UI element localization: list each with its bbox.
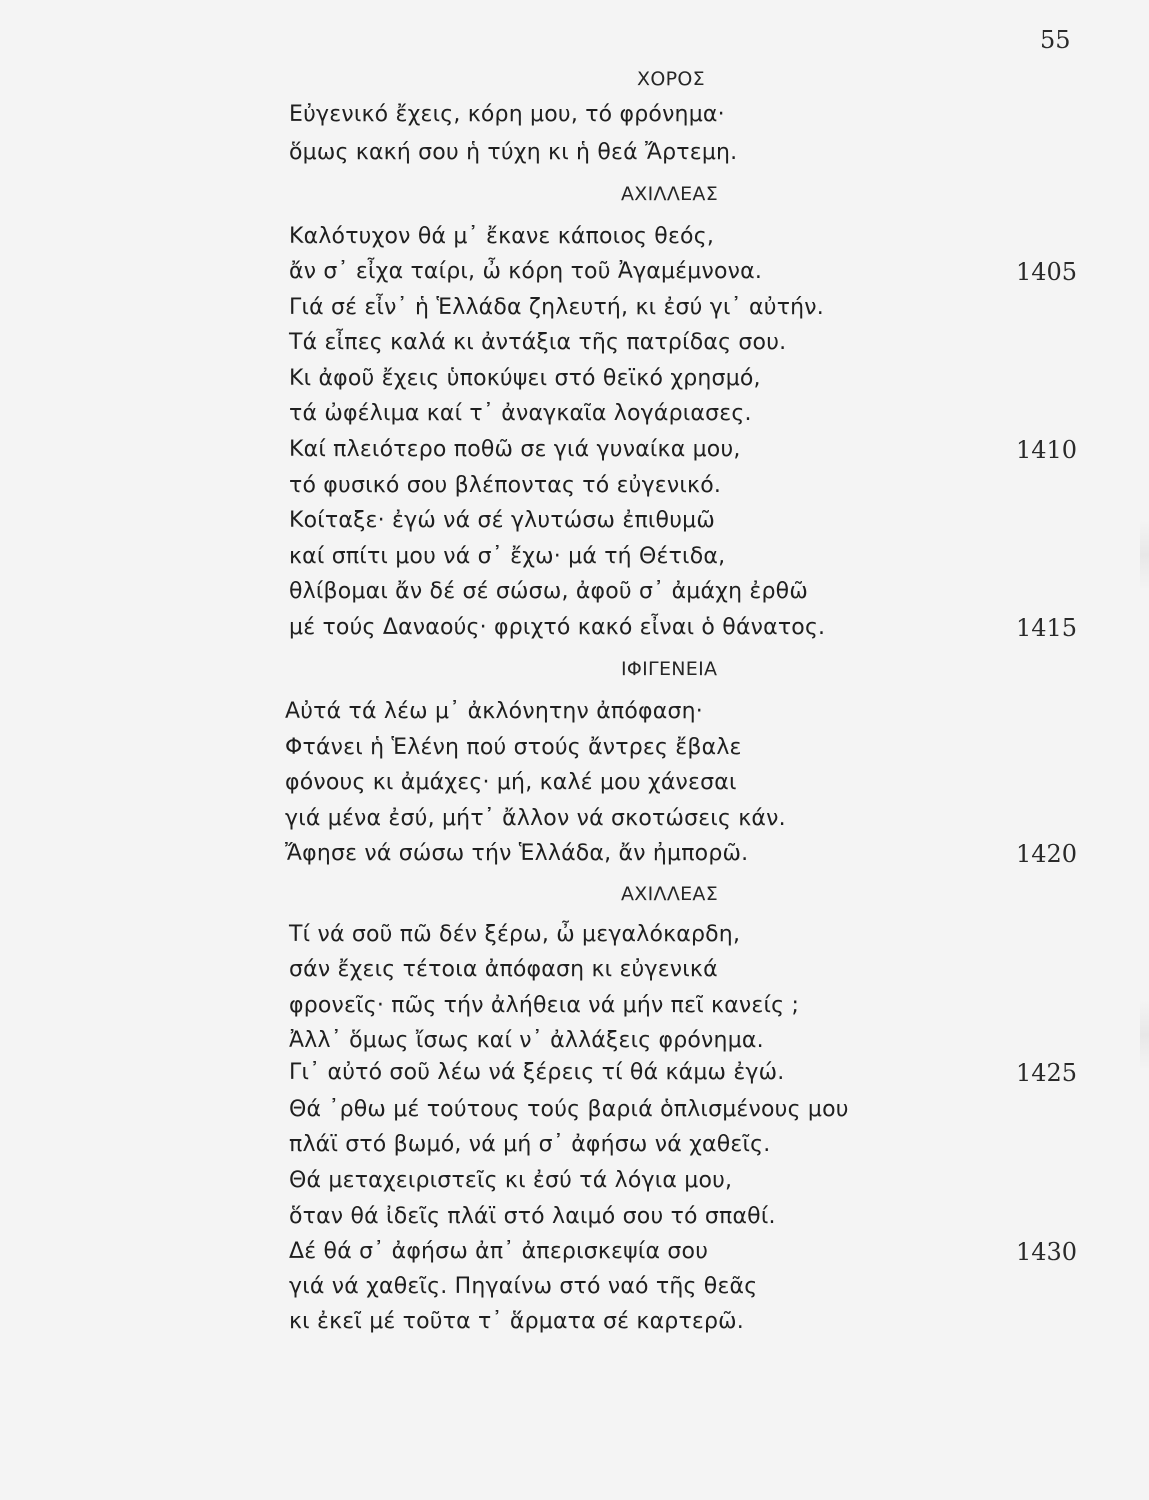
line-number: 1425: [1016, 1059, 1078, 1087]
verse-line: Δέ θά σ᾽ ἀφήσω ἀπ᾽ ἀπερισκεψία σου: [289, 1239, 709, 1264]
verse-line: ἄν σ᾽ εἶχα ταίρι, ὦ κόρη τοῦ Ἀγαμέμνονα.: [289, 259, 763, 284]
page-number: 55: [1040, 26, 1071, 54]
verse-line: Θά ᾽ρθω μέ τούτους τούς βαριά ὁπλισμένους μου: [289, 1097, 849, 1122]
verse-line: Καί πλειότερο ποθῶ σε γιά γυναίκα μου,: [289, 437, 741, 462]
line-number: 1410: [1016, 436, 1078, 464]
verse-line: τό φυσικό σου βλέποντας τό εὐγενικό.: [289, 473, 722, 498]
speaker-heading-iphigenia: ΙΦΙΓΕΝΕΙΑ: [621, 658, 718, 680]
verse-line: Τί νά σοῦ πῶ δέν ξέρω, ὦ μεγαλόκαρδη,: [289, 922, 741, 947]
verse-line: Αὐτά τά λέω μ᾽ ἀκλόνητην ἀπόφαση·: [285, 699, 703, 724]
verse-line: ὅμως κακή σου ἡ τύχη κι ἡ θεά Ἄρτεμη.: [289, 140, 738, 165]
line-number: 1415: [1016, 614, 1078, 642]
verse-line: γιά νά χαθεῖς. Πηγαίνω στό ναό τῆς θεᾶς: [289, 1274, 758, 1299]
verse-line: φόνους κι ἀμάχες· μή, καλέ μου χάνεσαι: [285, 770, 737, 795]
verse-line: καί σπίτι μου νά σ᾽ ἔχω· μά τή Θέτιδα,: [289, 544, 726, 569]
line-number: 1420: [1016, 840, 1078, 868]
line-number: 1430: [1016, 1238, 1078, 1266]
verse-line: Κοίταξε· ἐγώ νά σέ γλυτώσω ἐπιθυμῶ: [289, 508, 715, 533]
verse-line: Θά μεταχειριστεῖς κι ἐσύ τά λόγια μου,: [289, 1168, 733, 1193]
verse-line: Γιά σέ εἶν᾽ ἡ Ἑλλάδα ζηλευτή, κι ἐσύ γι᾽ αὐτήν.: [289, 295, 824, 320]
verse-line: Ἀλλ᾽ ὅμως ἴσως καί ν᾽ ἀλλάξεις φρόνημα.: [289, 1028, 764, 1053]
verse-line: μέ τούς Δαναούς· φριχτό κακό εἶναι ὁ θάνατος.: [289, 615, 826, 640]
verse-line: Φτάνει ἡ Ἑλένη πού στούς ἄντρες ἔβαλε: [285, 735, 742, 760]
verse-line: Κι ἀφοῦ ἔχεις ὑποκύψει στό θεϊκό χρησμό,: [289, 366, 761, 391]
verse-line: ὅταν θά ἰδεῖς πλάϊ στό λαιμό σου τό σπαθί.: [289, 1204, 776, 1229]
verse-line: τά ὠφέλιμα καί τ᾽ ἀναγκαῖα λογάριασες.: [289, 401, 752, 426]
page-edge-shadow: [1140, 1000, 1149, 1070]
verse-line: Εὐγενικό ἔχεις, κόρη μου, τό φρόνημα·: [289, 102, 725, 127]
verse-line: φρονεῖς· πῶς τήν ἀλήθεια νά μήν πεῖ κανείς ;: [289, 993, 800, 1018]
verse-line: Γι᾽ αὐτό σοῦ λέω νά ξέρεις τί θά κάμω ἐγώ.: [289, 1060, 785, 1085]
verse-line: Ἄφησε νά σώσω τήν Ἑλλάδα, ἄν ἠμπορῶ.: [285, 841, 749, 866]
verse-line: Τά εἶπες καλά κι ἀντάξια τῆς πατρίδας σου.: [289, 330, 787, 355]
verse-line: γιά μένα ἐσύ, μήτ᾽ ἄλλον νά σκοτώσεις κάν.: [285, 806, 786, 831]
speaker-heading-chorus: ΧΟΡΟΣ: [637, 68, 705, 90]
verse-line: πλάϊ στό βωμό, νά μή σ᾽ ἀφήσω νά χαθεῖς.: [289, 1132, 771, 1157]
speaker-heading-achilles: ΑΧΙΛΛΕΑΣ: [621, 183, 719, 205]
speaker-heading-achilles: ΑΧΙΛΛΕΑΣ: [621, 883, 719, 905]
verse-line: θλίβομαι ἄν δέ σέ σώσω, ἀφοῦ σ᾽ ἀμάχη ἐρθῶ: [289, 579, 808, 604]
page-edge-shadow: [1140, 520, 1149, 590]
line-number: 1405: [1016, 258, 1078, 286]
verse-line: Καλότυχον θά μ᾽ ἔκανε κάποιος θεός,: [289, 224, 715, 249]
verse-line: σάν ἔχεις τέτοια ἀπόφαση κι εὐγενικά: [289, 957, 718, 982]
verse-line: κι ἐκεῖ μέ τοῦτα τ᾽ ἅρματα σέ καρτερῶ.: [289, 1309, 744, 1334]
